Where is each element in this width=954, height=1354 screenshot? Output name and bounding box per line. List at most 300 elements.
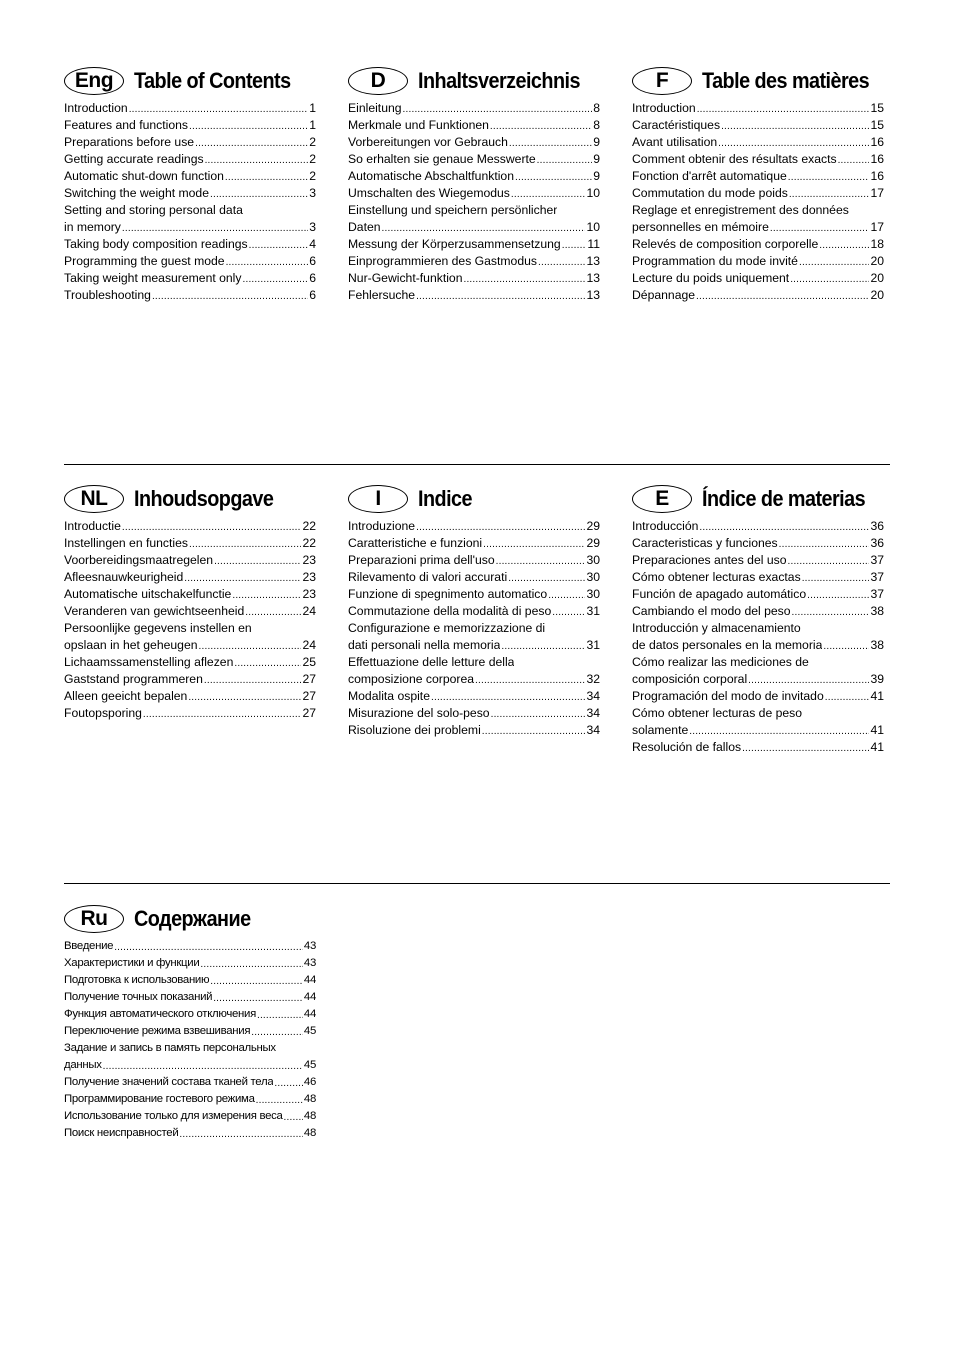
toc-entry — [632, 253, 884, 270]
toc-entry-title: Cambiando el modo del peso — [632, 604, 791, 618]
dot-leader — [482, 535, 585, 552]
toc-entry — [64, 955, 316, 972]
toc-entry-page: 13 — [586, 288, 600, 302]
language-badge: F — [632, 67, 692, 95]
toc-entry — [64, 586, 316, 603]
toc-entry-page: 20 — [870, 254, 884, 268]
dot-leader — [248, 236, 309, 253]
language-badge: Eng — [64, 67, 124, 95]
toc-entry — [64, 151, 316, 168]
toc-entry — [64, 1057, 316, 1074]
toc-entry-title: Configurazione e memorizzazione di — [348, 621, 546, 635]
toc-entry — [348, 134, 600, 151]
dot-leader — [787, 168, 870, 185]
toc-entry-page: 48 — [303, 1093, 316, 1105]
toc-entry — [632, 219, 884, 236]
toc-entry — [632, 552, 884, 569]
dot-leader — [508, 134, 592, 151]
dot-leader — [128, 100, 309, 117]
section-header — [64, 904, 316, 934]
toc-entry-page: 38 — [870, 638, 884, 652]
toc-entry-title: Vorbereitungen vor Gebrauch — [348, 135, 508, 149]
toc-entry — [632, 168, 884, 185]
dot-leader — [142, 705, 302, 722]
toc-entry-title: Caratteristiche e funzioni — [348, 536, 483, 550]
toc-entry-title: Automatische Abschaltfunktion — [348, 169, 514, 183]
toc-entry — [348, 219, 600, 236]
toc-entry — [348, 253, 600, 270]
dot-leader — [250, 1023, 303, 1040]
toc-entry — [64, 1091, 316, 1108]
dot-leader — [747, 671, 869, 688]
toc-entry — [632, 705, 884, 722]
toc-entry — [348, 705, 600, 722]
toc-entry — [632, 569, 884, 586]
toc-entry — [632, 586, 884, 603]
toc-entry — [348, 185, 600, 202]
toc-entry — [348, 202, 600, 219]
section-header — [64, 484, 316, 514]
toc-entry-title: Introducción — [632, 519, 699, 533]
dot-leader — [203, 671, 302, 688]
toc-list — [64, 938, 316, 1142]
toc-entry-title: Programación del modo de invitado — [632, 689, 824, 703]
toc-entry-page: 18 — [870, 237, 884, 251]
toc-entry — [632, 620, 884, 637]
toc-entry — [632, 117, 884, 134]
toc-row-2 — [64, 484, 890, 756]
dot-leader — [514, 654, 599, 671]
toc-entry-title: Features and functions — [64, 118, 188, 132]
section-divider — [64, 883, 890, 884]
section-divider — [64, 464, 890, 465]
toc-section-german — [348, 66, 600, 304]
toc-entry — [64, 287, 316, 304]
dot-leader — [188, 117, 308, 134]
toc-entry-title: Gaststand programmeren — [64, 672, 203, 686]
toc-entry — [632, 688, 884, 705]
toc-entry — [348, 637, 600, 654]
toc-entry — [348, 654, 600, 671]
dot-leader — [741, 739, 869, 756]
section-title: Inhoudsopgave — [134, 486, 274, 511]
toc-entry — [632, 287, 884, 304]
toc-entry-page: 30 — [586, 587, 600, 601]
toc-entry — [64, 219, 316, 236]
toc-entry — [632, 637, 884, 654]
dot-leader — [402, 100, 593, 117]
toc-entry-title: Taking body composition readings — [64, 237, 248, 251]
dot-leader — [789, 270, 869, 287]
toc-entry-page: 27 — [302, 672, 316, 686]
section-title: Table des matières — [702, 68, 870, 93]
toc-entry-page: 44 — [303, 991, 316, 1003]
toc-entry — [632, 654, 884, 671]
dot-leader — [121, 219, 308, 236]
toc-entry-page: 45 — [303, 1025, 316, 1037]
toc-section-italian — [348, 484, 600, 756]
toc-entry — [64, 1108, 316, 1125]
dot-leader — [545, 620, 599, 637]
toc-entry-page: 37 — [870, 553, 884, 567]
toc-list — [348, 100, 600, 304]
dot-leader — [381, 219, 586, 236]
toc-entry-title: Programmation du mode invité — [632, 254, 798, 268]
toc-entry-page: 23 — [302, 553, 316, 567]
toc-entry — [64, 972, 316, 989]
toc-entry-title: Einleitung — [348, 101, 402, 115]
toc-entry-page: 45 — [303, 1059, 316, 1071]
toc-entry — [348, 620, 600, 637]
dot-leader — [113, 938, 303, 955]
toc-entry-title: Introduction — [632, 101, 696, 115]
toc-entry-page: 31 — [586, 604, 600, 618]
toc-entry-title: Messung der Körperzusammensetzung — [348, 237, 561, 251]
toc-entry — [632, 236, 884, 253]
toc-entry-title: Einprogrammieren des Gastmodus — [348, 254, 537, 268]
section-header — [64, 66, 316, 96]
toc-row-3 — [64, 904, 890, 1142]
toc-list — [64, 100, 316, 304]
toc-entry — [632, 535, 884, 552]
toc-entry-page: 20 — [870, 288, 884, 302]
toc-entry — [64, 938, 316, 955]
toc-entry-page: 20 — [870, 271, 884, 285]
toc-entry-title: Misurazione del solo-peso — [348, 706, 490, 720]
toc-entry-page: 16 — [870, 169, 884, 183]
toc-entry-page: 37 — [870, 570, 884, 584]
toc-section-dutch — [64, 484, 316, 756]
toc-entry-page: 36 — [870, 536, 884, 550]
dot-leader — [791, 603, 870, 620]
toc-entry-title: Lecture du poids uniquement — [632, 271, 790, 285]
toc-section-russian — [64, 904, 316, 1142]
section-header — [632, 66, 884, 96]
dot-leader — [822, 637, 869, 654]
toc-entry-page: 13 — [586, 254, 600, 268]
toc-entry — [348, 151, 600, 168]
toc-entry — [632, 151, 884, 168]
toc-entry — [64, 100, 316, 117]
toc-entry-title: Fonction d'arrêt automatique — [632, 169, 787, 183]
dot-leader — [561, 236, 587, 253]
toc-entry-page: 15 — [870, 101, 884, 115]
toc-entry — [64, 654, 316, 671]
toc-entry — [348, 586, 600, 603]
toc-entry-title: Alleen geeicht bepalen — [64, 689, 188, 703]
toc-entry-page: 1 — [309, 118, 316, 132]
toc-entry — [64, 637, 316, 654]
toc-entry-title: Preparazioni prima dell'uso — [348, 553, 495, 567]
language-badge: NL — [64, 485, 124, 513]
dot-leader — [102, 1057, 303, 1074]
toc-entry-title: Introduction — [64, 101, 128, 115]
dot-leader — [507, 569, 585, 586]
language-badge: Ru — [64, 905, 124, 933]
toc-entry-page: 15 — [870, 118, 884, 132]
toc-entry-page: 46 — [303, 1076, 316, 1088]
toc-entry — [64, 603, 316, 620]
dot-leader — [178, 1125, 303, 1142]
toc-entry-title: Taking weight measurement only — [64, 271, 242, 285]
toc-entry — [632, 202, 884, 219]
dot-leader — [198, 637, 302, 654]
dot-leader — [183, 569, 301, 586]
toc-entry — [632, 603, 884, 620]
toc-entry-title: Einstellung und speichern persönlicher — [348, 203, 558, 217]
toc-entry-title: So erhalten sie genaue Messwerte — [348, 152, 536, 166]
dot-leader — [769, 219, 870, 236]
toc-entry-page: 31 — [586, 638, 600, 652]
toc-entry-title: Переключение режима взвешивания — [64, 1025, 251, 1037]
toc-entry-title: solamente — [632, 723, 689, 737]
toc-entry-page: 32 — [586, 672, 600, 686]
toc-entry-title: Switching the weight mode — [64, 186, 209, 200]
toc-entry-page: 6 — [309, 254, 316, 268]
dot-leader — [255, 1091, 303, 1108]
toc-entry-title: Persoonlijke gegevens instellen en — [64, 621, 252, 635]
toc-entry — [64, 552, 316, 569]
dot-leader — [231, 586, 301, 603]
dot-leader — [801, 620, 883, 637]
toc-entry — [64, 1040, 316, 1057]
toc-entry-title: Cómo realizar las mediciones de — [632, 655, 809, 669]
toc-entry-page: 44 — [303, 1008, 316, 1020]
toc-entry-page: 36 — [870, 519, 884, 533]
toc-entry-title: Resolución de fallos — [632, 740, 742, 754]
toc-entry — [632, 270, 884, 287]
toc-entry — [348, 168, 600, 185]
dot-leader — [818, 236, 869, 253]
dot-leader — [233, 654, 301, 671]
toc-entry — [348, 569, 600, 586]
toc-entry-page: 25 — [302, 655, 316, 669]
toc-row-1 — [64, 66, 890, 304]
toc-entry-title: данных — [64, 1059, 102, 1071]
toc-entry-title: Automatische uitschakelfunctie — [64, 587, 232, 601]
toc-entry-title: Подготовка к использованию — [64, 974, 210, 986]
toc-entry-title: Поиск неисправностей — [64, 1127, 179, 1139]
dot-leader — [224, 168, 308, 185]
toc-entry — [348, 270, 600, 287]
toc-entry-page: 27 — [302, 689, 316, 703]
dot-leader — [489, 117, 592, 134]
toc-entry-page: 8 — [593, 101, 600, 115]
dot-leader — [547, 586, 585, 603]
toc-entry-title: Afleesnauwkeurigheid — [64, 570, 184, 584]
toc-entry-page: 41 — [870, 723, 884, 737]
toc-entry-page: 38 — [870, 604, 884, 618]
toc-entry-page: 3 — [309, 220, 316, 234]
toc-entry — [348, 722, 600, 739]
toc-entry-page: 9 — [593, 169, 600, 183]
dot-leader — [490, 705, 586, 722]
toc-entry — [632, 134, 884, 151]
dot-leader — [809, 654, 883, 671]
toc-entry-title: Программирование гостевого режима — [64, 1093, 255, 1105]
toc-entry-title: Programming the guest mode — [64, 254, 225, 268]
dot-leader — [849, 202, 883, 219]
dot-leader — [696, 100, 870, 117]
dot-leader — [778, 535, 870, 552]
toc-entry-title: Merkmale und Funktionen — [348, 118, 489, 132]
dot-leader — [806, 586, 869, 603]
toc-entry-title: in memory — [64, 220, 121, 234]
dot-leader — [557, 202, 599, 219]
toc-entry — [64, 168, 316, 185]
toc-entry — [64, 270, 316, 287]
toc-entry-title: dati personali nella memoria — [348, 638, 501, 652]
toc-entry-title: Effettuazione delle letture della — [348, 655, 515, 669]
toc-entry-page: 41 — [870, 689, 884, 703]
toc-entry-title: Fehlersuche — [348, 288, 416, 302]
toc-entry-title: Funzione di spegnimento automatico — [348, 587, 548, 601]
dot-leader — [786, 552, 869, 569]
toc-entry-title: Получение значений состава тканей тела — [64, 1076, 274, 1088]
toc-entry — [64, 671, 316, 688]
toc-entry — [64, 518, 316, 535]
toc-entry-page: 24 — [302, 604, 316, 618]
toc-entry-title: Umschalten des Wiegemodus — [348, 186, 510, 200]
toc-entry-title: Cómo obtener lecturas de peso — [632, 706, 803, 720]
dot-leader — [199, 955, 303, 972]
toc-entry-page: 1 — [309, 101, 316, 115]
toc-entry-title: Rilevamento di valori accurati — [348, 570, 508, 584]
toc-entry-page: 2 — [309, 135, 316, 149]
section-title: Inhaltsverzeichnis — [418, 68, 580, 93]
toc-entry-page: 16 — [870, 135, 884, 149]
dot-leader — [462, 270, 585, 287]
dot-leader — [824, 688, 870, 705]
toc-entry-page: 6 — [309, 271, 316, 285]
toc-list — [632, 518, 884, 756]
toc-entry-page: 22 — [302, 536, 316, 550]
dot-leader — [698, 518, 869, 535]
dot-leader — [514, 168, 592, 185]
toc-entry-page: 29 — [586, 519, 600, 533]
toc-entry-page: 9 — [593, 152, 600, 166]
toc-entry-title: Modalita ospite — [348, 689, 430, 703]
toc-entry — [348, 603, 600, 620]
toc-entry-page: 9 — [593, 135, 600, 149]
toc-entry-title: Setting and storing personal data — [64, 203, 243, 217]
toc-entry-title: de datos personales en la memoria — [632, 638, 823, 652]
toc-entry-page: 13 — [586, 271, 600, 285]
toc-entry-title: Foutopsporing — [64, 706, 142, 720]
toc-entry — [64, 1023, 316, 1040]
dot-leader — [798, 253, 869, 270]
toc-entry-page: 44 — [303, 974, 316, 986]
toc-entry-title: Troubleshooting — [64, 288, 151, 302]
toc-entry-page: 41 — [870, 740, 884, 754]
toc-entry-page: 2 — [309, 169, 316, 183]
dot-leader — [537, 253, 585, 270]
toc-entry-page: 27 — [302, 706, 316, 720]
toc-entry-title: Caractéristiques — [632, 118, 721, 132]
toc-entry — [348, 671, 600, 688]
toc-entry-page: 34 — [586, 723, 600, 737]
toc-entry — [348, 117, 600, 134]
toc-list — [64, 518, 316, 722]
dot-leader — [243, 202, 315, 219]
dot-leader — [209, 972, 303, 989]
dot-leader — [717, 134, 869, 151]
dot-leader — [802, 705, 883, 722]
toc-entry-page: 24 — [302, 638, 316, 652]
dot-leader — [837, 151, 870, 168]
dot-leader — [788, 185, 870, 202]
dot-leader — [213, 552, 301, 569]
toc-entry-title: Commutazione della modalità di peso — [348, 604, 552, 618]
dot-leader — [474, 671, 585, 688]
dot-leader — [209, 185, 308, 202]
dot-leader — [283, 1108, 303, 1125]
toc-entry-title: Характеристики и функции — [64, 957, 200, 969]
toc-entry — [64, 134, 316, 151]
toc-entry — [632, 739, 884, 756]
dot-leader — [430, 688, 585, 705]
toc-entry — [348, 535, 600, 552]
toc-entry-page: 39 — [870, 672, 884, 686]
toc-entry-page: 11 — [587, 237, 600, 251]
toc-entry — [64, 253, 316, 270]
dot-leader — [121, 518, 302, 535]
toc-entry-title: Veranderen van gewichtseenheid — [64, 604, 245, 618]
toc-entry — [348, 552, 600, 569]
toc-entry-page: 43 — [303, 957, 316, 969]
toc-entry-title: Caracteristicas y funciones — [632, 536, 778, 550]
toc-section-french — [632, 66, 884, 304]
toc-entry-title: Comment obtenir des résultats exacts — [632, 152, 837, 166]
dot-leader — [252, 620, 315, 637]
dot-leader — [188, 535, 301, 552]
toc-entry-title: Preparations before use — [64, 135, 195, 149]
toc-entry — [64, 620, 316, 637]
toc-entry-title: Использование только для измерения веса — [64, 1110, 283, 1122]
toc-entry-title: Reglage et enregistrement des données — [632, 203, 849, 217]
toc-entry — [64, 705, 316, 722]
language-badge: E — [632, 485, 692, 513]
toc-entry — [64, 569, 316, 586]
toc-entry-title: Введение — [64, 940, 114, 952]
dot-leader — [204, 151, 309, 168]
toc-entry-title: Introductie — [64, 519, 121, 533]
toc-entry-title: Automatic shut-down function — [64, 169, 224, 183]
toc-entry-page: 37 — [870, 587, 884, 601]
toc-entry-page: 23 — [302, 587, 316, 601]
toc-entry — [64, 1006, 316, 1023]
section-title: Índice de materias — [702, 486, 866, 511]
toc-entry-title: Daten — [348, 220, 381, 234]
toc-section-english — [64, 66, 316, 304]
dot-leader — [536, 151, 593, 168]
toc-entry — [64, 1125, 316, 1142]
dot-leader — [695, 287, 869, 304]
toc-entry — [64, 236, 316, 253]
toc-entry-title: Risoluzione dei problemi — [348, 723, 481, 737]
section-title: Indice — [418, 486, 472, 511]
toc-entry-title: Preparaciones antes del uso — [632, 553, 787, 567]
dot-leader — [495, 552, 586, 569]
toc-entry-title: composición corporal — [632, 672, 748, 686]
toc-entry-page: 48 — [303, 1110, 316, 1122]
toc-entry-page: 30 — [586, 570, 600, 584]
dot-leader — [273, 1074, 303, 1091]
toc-entry — [64, 535, 316, 552]
toc-entry — [64, 989, 316, 1006]
dot-leader — [225, 253, 309, 270]
dot-leader — [212, 989, 303, 1006]
